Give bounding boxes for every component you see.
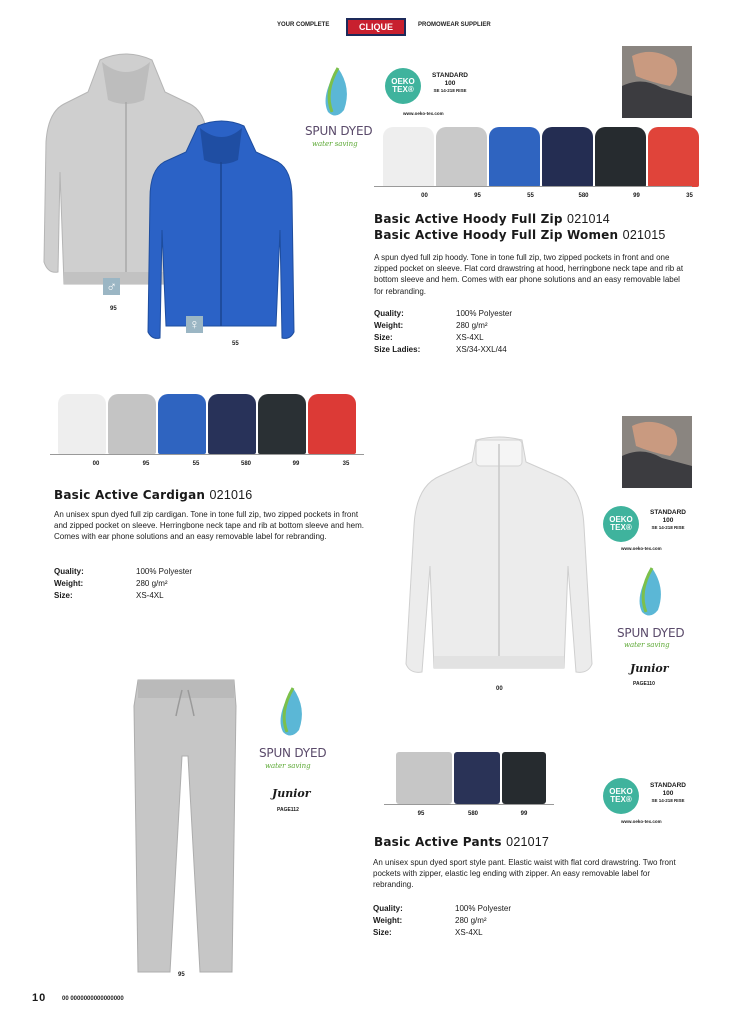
standard-100-text: STANDARD 100	[432, 72, 468, 87]
hoody-code: 021014	[567, 212, 610, 226]
model-photo-earphone-2	[622, 416, 692, 488]
pants-swatch-580[interactable]	[454, 752, 500, 804]
hoody-swatch-labels	[399, 193, 715, 199]
oeko-tex-text: OEKO TEX®	[391, 76, 415, 94]
spec-key: Size:	[373, 928, 392, 937]
hoody-title	[374, 212, 610, 226]
spec-row	[373, 927, 511, 939]
pants-specs	[373, 903, 511, 939]
spec-key: Weight:	[373, 916, 403, 925]
cardigan-code: 021016	[209, 488, 253, 502]
standard-100-label	[644, 782, 692, 803]
hoody-swatch-label: 95	[474, 193, 481, 199]
spun-dyed-leaf-icon	[318, 66, 352, 122]
pants-colour-swatches	[396, 752, 546, 804]
spec-row	[374, 332, 512, 344]
hoody-swatch-label: 00	[421, 193, 428, 199]
spec-key: Quality:	[374, 309, 404, 318]
oeko-url: www.oeko-tex.com	[621, 819, 662, 824]
spec-value: XS-4XL	[455, 928, 483, 937]
header-left-text: YOUR COMPLETE	[277, 22, 330, 28]
standard-100-text: STANDARD 100	[650, 782, 686, 797]
female-symbol: ♀	[186, 316, 203, 333]
male-symbol: ♂	[103, 278, 120, 295]
hoody-swatch-label: 99	[633, 193, 640, 199]
pants-swatch-label: 580	[467, 811, 478, 817]
oeko-tex-logo	[603, 506, 639, 542]
spec-row	[374, 320, 512, 332]
cardigan-swatch-55[interactable]	[158, 394, 206, 454]
spec-row	[373, 903, 511, 915]
spec-value: 100% Polyester	[136, 567, 193, 576]
hoody-swatch-580[interactable]	[542, 127, 593, 187]
cardigan-swatch-580[interactable]	[208, 394, 256, 454]
pants-code: 021017	[506, 835, 550, 849]
hoody-swatch-55[interactable]	[489, 127, 540, 187]
page-number: 10	[32, 992, 47, 1004]
oeko-tex-text: OEKO TEX®	[609, 786, 633, 804]
white-cardigan-code: 00	[496, 686, 503, 692]
cardigan-specs	[54, 566, 192, 602]
cardigan-shelf-line	[50, 454, 364, 455]
spun-dyed-leaf-icon	[632, 566, 666, 622]
clique-logo	[346, 18, 406, 36]
junior-label: Junior	[630, 662, 669, 675]
grey-pants-code: 95	[178, 972, 185, 978]
hoody-shelf-line	[374, 186, 692, 187]
blue-hoody-image	[146, 120, 296, 340]
spec-row	[373, 915, 511, 927]
cardigan-title	[54, 488, 252, 502]
hoody-swatch-35[interactable]	[648, 127, 699, 187]
spec-row	[374, 344, 512, 356]
spun-dyed-text: SPUN DYED	[617, 626, 685, 640]
cert-number: SE 14-218 RISE	[651, 798, 685, 803]
spec-row	[374, 308, 512, 320]
spun-dyed-text: SPUN DYED	[259, 746, 327, 760]
hoody-title-text: Basic Active Hoody Full Zip	[374, 212, 563, 226]
hoody-women-title-text: Basic Active Hoody Full Zip Women	[374, 228, 619, 242]
spun-dyed-leaf-icon	[273, 686, 307, 742]
spec-value: 100% Polyester	[455, 904, 512, 913]
pants-swatch-label: 99	[520, 811, 528, 817]
water-saving-text: water saving	[265, 762, 311, 770]
spec-value: 280 g/m²	[456, 321, 488, 330]
spec-row	[54, 566, 192, 578]
hoody-swatch-label: 55	[527, 193, 534, 199]
cardigan-swatch-95[interactable]	[108, 394, 156, 454]
pants-swatch-95[interactable]	[396, 752, 452, 804]
cardigan-swatch-label: 95	[142, 461, 150, 467]
pants-title	[374, 835, 549, 849]
pants-swatch-labels	[398, 811, 546, 817]
spec-key: Size:	[54, 591, 73, 600]
cardigan-swatch-label: 35	[342, 461, 350, 467]
oeko-url: www.oeko-tex.com	[403, 111, 444, 116]
cardigan-swatch-35[interactable]	[308, 394, 356, 454]
cardigan-description: An unisex spun dyed full zip cardigan. Tone in tone full zip, two zipped pockets in front and zipped pocket on sleeve. Herringbone neck tape and rib at bottom sleeve and hem. Comes with ear phone solutions and an easy removable label for rebranding.	[54, 510, 364, 542]
spec-value: 280 g/m²	[455, 916, 487, 925]
spec-key: Quality:	[54, 567, 84, 576]
spun-dyed-text: SPUN DYED	[305, 124, 373, 138]
cardigan-title-text: Basic Active Cardigan	[54, 488, 206, 502]
hoody-swatch-95[interactable]	[436, 127, 487, 187]
spec-value: 100% Polyester	[456, 309, 513, 318]
spec-value: XS/34-XXL/44	[456, 345, 507, 354]
cardigan-swatch-99[interactable]	[258, 394, 306, 454]
hoody-colour-swatches	[383, 127, 699, 187]
spec-row	[54, 590, 192, 602]
spec-key: Size:	[374, 333, 393, 342]
oeko-url: www.oeko-tex.com	[621, 546, 662, 551]
spec-key: Quality:	[373, 904, 403, 913]
spec-value: XS-4XL	[136, 591, 164, 600]
cert-number: SE 14-218 RISE	[651, 525, 685, 530]
pants-swatch-99[interactable]	[502, 752, 546, 804]
clique-logo-text: CLIQUE	[358, 22, 393, 32]
hoody-women-title	[374, 228, 666, 242]
spec-key: Weight:	[374, 321, 404, 330]
pants-title-text: Basic Active Pants	[374, 835, 502, 849]
hoody-swatch-label: 580	[578, 193, 589, 199]
cardigan-swatch-labels	[72, 461, 370, 467]
spec-key: Size Ladies:	[374, 345, 421, 354]
junior-label: Junior	[272, 787, 311, 800]
standard-100-text: STANDARD 100	[650, 509, 686, 524]
grey-pants-image	[130, 676, 240, 978]
oeko-tex-logo	[603, 778, 639, 814]
white-cardigan-image	[402, 436, 596, 680]
hoody-specs	[374, 308, 512, 356]
spec-key: Weight:	[54, 579, 84, 588]
cert-number: SE 14-218 RISE	[433, 88, 467, 93]
model-photo-earphone	[622, 46, 692, 118]
standard-100-label	[644, 509, 692, 530]
blue-hoody-code: 55	[232, 341, 239, 347]
footer-text: 00 0000000000000000	[62, 996, 124, 1002]
cardigan-swatch-label: 580	[240, 461, 251, 467]
spec-value: XS-4XL	[456, 333, 484, 342]
spec-row	[54, 578, 192, 590]
hoody-swatch-00[interactable]	[383, 127, 434, 187]
header-right-text: PROMOWEAR SUPPLIER	[418, 22, 491, 28]
cardigan-colour-swatches	[58, 394, 356, 454]
standard-100-label	[426, 72, 474, 93]
junior-page-ref: PAGE110	[633, 681, 655, 687]
hoody-women-code: 021015	[622, 228, 666, 242]
oeko-tex-logo	[385, 68, 421, 104]
hoody-swatch-99[interactable]	[595, 127, 646, 187]
cardigan-swatch-label: 00	[92, 461, 100, 467]
pants-shelf-line	[384, 804, 554, 805]
water-saving-text: water saving	[312, 140, 358, 148]
pants-swatch-label: 95	[417, 811, 425, 817]
cardigan-swatch-label: 99	[292, 461, 300, 467]
spec-value: 280 g/m²	[136, 579, 168, 588]
cardigan-swatch-label: 55	[192, 461, 200, 467]
pants-description: An unisex spun dyed sport style pant. Elastic waist with flat cord drawstring. Two front pockets with zipper, elastic leg ending with zipper. An easy removable label for rebranding.	[373, 858, 676, 890]
junior-page-ref: PAGE112	[277, 807, 299, 813]
grey-hoody-code: 95	[110, 306, 117, 312]
hoody-swatch-label: 35	[686, 193, 693, 199]
cardigan-swatch-00[interactable]	[58, 394, 106, 454]
water-saving-text: water saving	[624, 641, 670, 649]
oeko-tex-text: OEKO TEX®	[609, 514, 633, 532]
hoody-description: A spun dyed full zip hoody. Tone in tone full zip, two zipped pockets in front and one zipped pocket on sleeve. Flat cord drawstring at hood, herringbone neck tape and rib at bottom sleeve and hem. Comes with ear phone solutions and an easy removable label for rebranding.	[374, 253, 684, 296]
